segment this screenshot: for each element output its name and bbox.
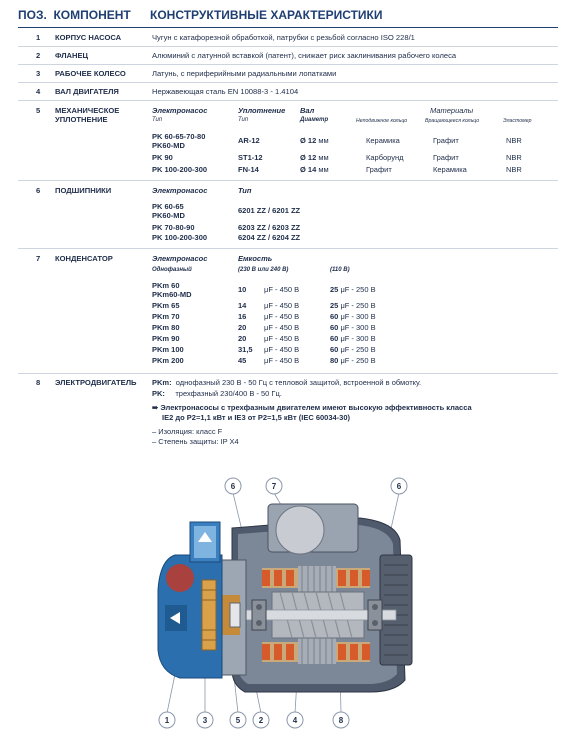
callout-label: 3: [202, 716, 208, 725]
divider: [18, 180, 558, 181]
callout-label: 2: [258, 716, 264, 725]
callout-label: 7: [271, 482, 277, 491]
mechanical-seal: [230, 603, 240, 627]
callout-label: 8: [338, 716, 344, 725]
spec-row-8: 8 ЭЛЕКТРОДВИГАТЕЛЬ PKm: однофазный 230 В - 50 Гц с тепловой защитой, встроенной в обмотку. PK: трехфазный 230/400 В - 50 Гц. ➠ Электронасосы с трехфазным двигателем имеют высокую эффективность класса IE2 до P2=1,1 кВт и IE3 от P2=1,5 кВт (IEC 60034-30) – Изоляция: класс F – Степень защиты: IP X4: [36, 378, 472, 446]
divider: [18, 373, 558, 374]
callout-label: 5: [235, 716, 241, 725]
divider: [18, 100, 558, 101]
divider: [18, 248, 558, 249]
table-header: [0, 8, 575, 28]
divider: [18, 46, 558, 47]
spec-row-6: 6 ПОДШИПНИКИ Электронасос Тип PK 60-65 PK60-MD 6201 ZZ / 6201 ZZ PK 70-80-90 6203 ZZ / 6203 ZZ PK 100-200-300 6204 ZZ / 6204 ZZ: [36, 186, 301, 242]
arrow-right-icon: ➠: [152, 403, 159, 412]
divider: [18, 64, 558, 65]
pump-cutaway-illustration: [0, 460, 575, 748]
impeller: [202, 580, 216, 650]
seal-name: МЕХАНИЧЕСКОЕ УПЛОТНЕНИЕ: [55, 106, 120, 124]
spec-row-5: 5 МЕХАНИЧЕСКОЕ УПЛОТНЕНИЕ Электронасос Уплотнение Вал Материалы Тип Тип Диаметр Неподвижное кольцо Вращающееся кольцо Эластомер PK 60-65-70-80 PK60-MD AR-12 Ø 12 мм Керамика Графит NBR PK 90 ST1-12 Ø 12 мм Карборунд Графит NBR PK 100-200-300 FN-14 Ø 14 мм Графит Керамика NBR: [36, 106, 532, 174]
header-characteristics: КОНСТРУКТИВНЫЕ ХАРАКТЕРИСТИКИ: [150, 8, 383, 22]
divider: [18, 82, 558, 83]
callout-label: 1: [164, 716, 170, 725]
spec-row-7: 7 КОНДЕНСАТОР Электронасос Емкость Однофазный (230 В или 240 В) (110 В) PKm 60 PKm60-MD 10 μF - 450 В 25 μF - 250 В PKm 65 14 μF - 450 В 25 μF - 250 В PKm 70 16 μF - 450 В 60 μF - 300 В PKm 80 20 μF - 450 В 60 μF - 300 В PKm 90 20 μF - 450 В 60 μF - 300 В PKm 100 31,5 μF - 450 В 60 μF - 250 В PKm 200 45 μF - 450 В 80 μF - 250 В: [36, 254, 376, 365]
callout-label: 6: [230, 482, 236, 491]
divider: [18, 27, 558, 28]
callout-label: 6: [396, 482, 402, 491]
header-pos-component: ПОЗ. КОМПОНЕНТ: [18, 8, 131, 22]
callout-label: 4: [292, 716, 298, 725]
motor-efficiency-note: ➠ Электронасосы с трехфазным двигателем имеют высокую эффективность класса: [152, 403, 472, 412]
